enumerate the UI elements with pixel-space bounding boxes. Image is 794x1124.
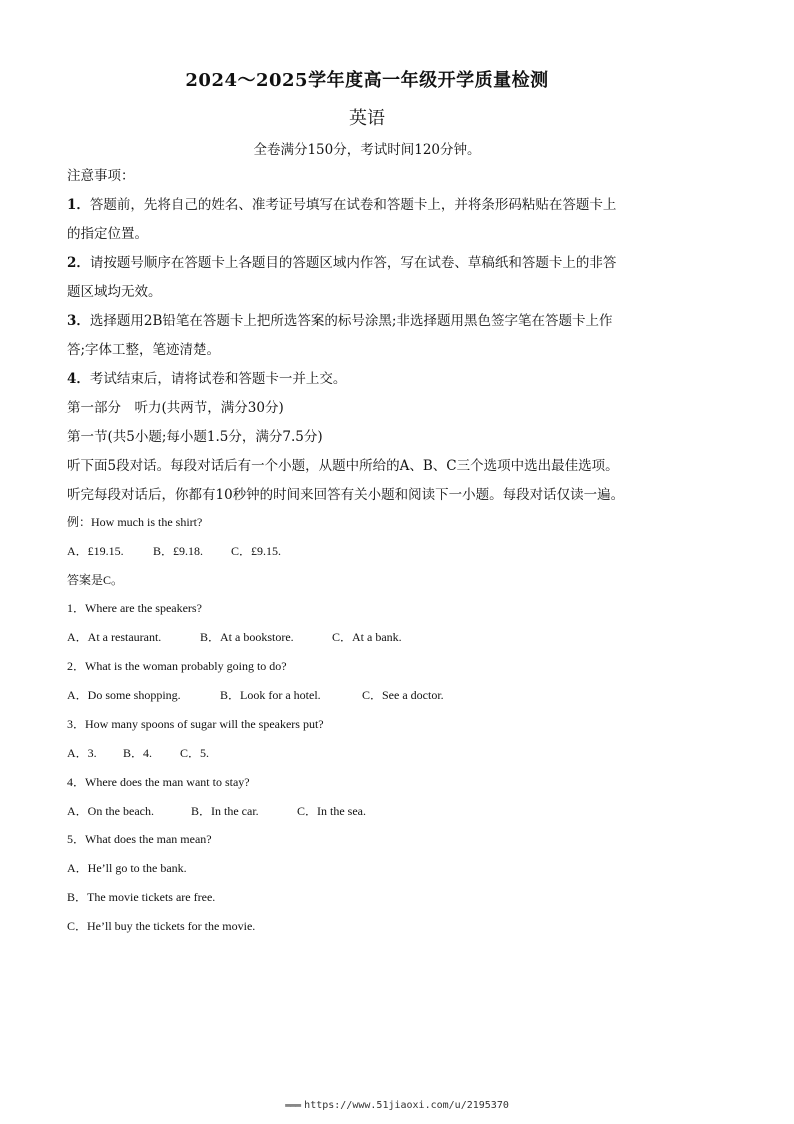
- watermark-glyph-icon: ▬▬▬: [285, 1100, 301, 1111]
- question-4-options: [67, 802, 727, 820]
- footer-watermark: [0, 1100, 794, 1111]
- example-answer: 答案是C。: [67, 573, 124, 587]
- question-4: 4．Where does the man want to stay?: [67, 775, 250, 789]
- option-a: A．Do some shopping.: [67, 688, 181, 702]
- notice-item-text: 请按题号顺序在答题卡上各题目的答题区域内作答，写在试卷、草稿纸和答题卡上的非答: [89, 255, 617, 271]
- notice-item-2-cont: 题区域均无效。: [67, 284, 162, 300]
- notice-item-4: [67, 365, 727, 394]
- listening-instructions-2: 听完每段对话后，你都有10秒钟的时间来回答有关小题和阅读下一小题。每段对话仅读一遍。: [67, 487, 625, 503]
- option-a: A．3.: [67, 746, 97, 760]
- example-options: [67, 542, 727, 560]
- section1-heading: 第一节(共5小题;每小题1.5分，满分7.5分): [67, 429, 323, 445]
- option-b: B．Look for a hotel.: [220, 688, 321, 702]
- option-a: A．£19.15.: [67, 544, 124, 558]
- notice-item-text: 答题前，先将自己的姓名、准考证号填写在试卷和答题卡上，并将条形码粘贴在答题卡上: [89, 197, 617, 213]
- notice-item-1: [67, 191, 727, 220]
- option-c: C．At a bank.: [332, 630, 402, 644]
- question-3: 3．How many spoons of sugar will the speakers put?: [67, 717, 324, 731]
- notice-item-number: 1．: [67, 197, 90, 213]
- question-3-options: [67, 744, 727, 762]
- footer-url[interactable]: https://www.51jiaoxi.com/u/2195370: [304, 1100, 509, 1111]
- notice-item-number: 3．: [67, 313, 90, 329]
- notice-item-2: [67, 249, 727, 278]
- exam-meta: 全卷满分150分，考试时间120分钟。: [253, 142, 481, 158]
- notice-heading: 注意事项：: [67, 168, 135, 184]
- question-5-option-c: C．He’ll buy the tickets for the movie.: [67, 919, 256, 933]
- option-c: C．£9.15.: [231, 544, 282, 558]
- exam-subject: 英语: [349, 108, 385, 129]
- option-c: C．In the sea.: [297, 804, 366, 818]
- notice-item-number: 4．: [67, 371, 90, 387]
- question-1-options: [67, 628, 727, 646]
- option-a: A．At a restaurant.: [67, 630, 162, 644]
- option-b: B．At a bookstore.: [200, 630, 294, 644]
- notice-item-number: 2．: [67, 255, 90, 271]
- question-1: 1．Where are the speakers?: [67, 601, 202, 615]
- example-question: 例：How much is the shirt?: [67, 515, 203, 529]
- part1-heading: 第一部分 听力(共两节，满分30分): [67, 400, 284, 416]
- option-a: A．On the beach.: [67, 804, 154, 818]
- notice-item-text: 选择题用2B铅笔在答题卡上把所选答案的标号涂黑;非选择题用黑色签字笔在答题卡上作: [89, 313, 613, 329]
- listening-instructions-1: 听下面5段对话。每段对话后有一个小题，从题中所给的A、B、C三个选项中选出最佳选项。: [67, 458, 619, 474]
- notice-item-text: 考试结束后，请将试卷和答题卡一并上交。: [89, 371, 347, 387]
- question-5: 5．What does the man mean?: [67, 832, 212, 846]
- notice-item-3: [67, 307, 727, 336]
- option-b: B．4.: [123, 746, 153, 760]
- question-5-option-b: B．The movie tickets are free.: [67, 890, 216, 904]
- notice-item-1-cont: 的指定位置。: [67, 226, 148, 242]
- option-b: B．£9.18.: [153, 544, 204, 558]
- option-c: C．See a doctor.: [362, 688, 444, 702]
- question-2-options: [67, 686, 727, 704]
- question-5-option-a: A．He’ll go to the bank.: [67, 861, 187, 875]
- notice-item-3-cont: 答;字体工整，笔迹清楚。: [67, 342, 221, 358]
- question-2: 2．What is the woman probably going to do?: [67, 659, 287, 673]
- option-b: B．In the car.: [191, 804, 259, 818]
- option-c: C．5.: [180, 746, 210, 760]
- exam-title: 2024～2025学年度高一年级开学质量检测: [185, 70, 549, 91]
